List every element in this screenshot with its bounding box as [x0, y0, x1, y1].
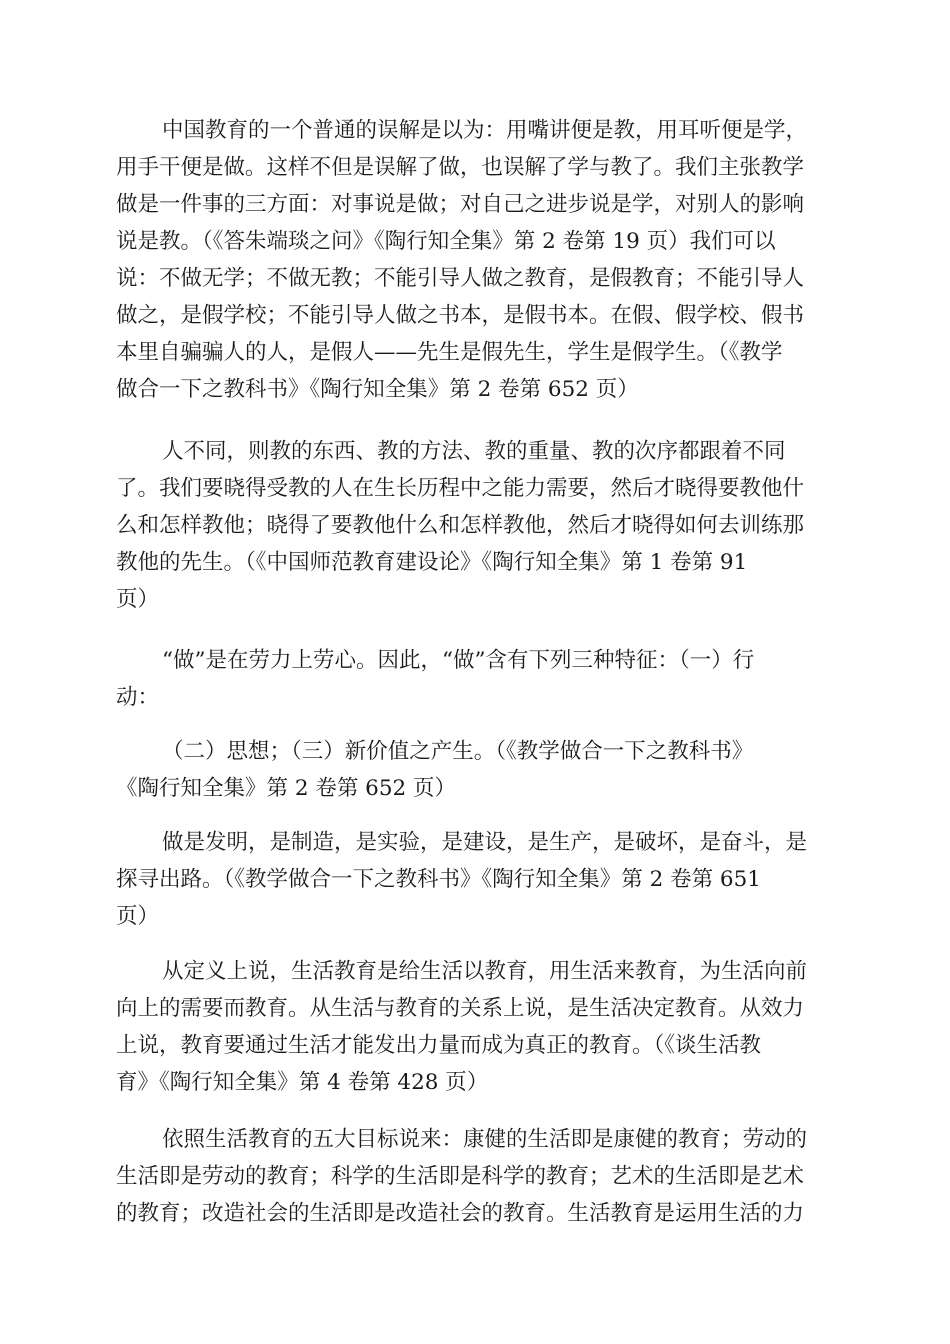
text-line: 页）: [116, 904, 160, 929]
text-line: 生活即是劳动的教育；科学的生活即是科学的教育；艺术的生活即是艺术: [116, 1164, 805, 1189]
text-line: 用手干便是做。这样不但是误解了做，也误解了学与教了。我们主张教学: [116, 155, 805, 180]
text-line: 向上的需要而教育。从生活与教育的关系上说，是生活决定教育。从效力: [116, 996, 805, 1021]
paragraph-life-education-definition: [116, 953, 836, 1101]
text-line: 人不同，则教的东西、教的方法、教的重量、教的次序都跟着不同: [162, 439, 786, 464]
paragraph-five-goals: [116, 1121, 836, 1232]
text-line: 中国教育的一个普通的误解是以为：用嘴讲便是教，用耳听便是学，: [162, 118, 808, 143]
text-line: 的教育；改造社会的生活即是改造社会的教育。生活教育是运用生活的力: [116, 1201, 805, 1226]
text-line: 做是一件事的三方面：对事说是做；对自己之进步说是学，对别人的影响: [116, 192, 805, 217]
text-line: 上说，教育要通过生活才能发出力量而成为真正的教育。（《谈生活教: [116, 1033, 762, 1058]
paragraph-teach-learn-do: [116, 112, 836, 408]
text-line: 《陶行知全集》第 2 卷第 652 页）: [116, 776, 457, 801]
text-line: 说：不做无学；不做无教；不能引导人做之教育，是假教育；不能引导人: [116, 266, 805, 291]
text-line: 依照生活教育的五大目标说来：康健的生活即是康健的教育；劳动的: [162, 1127, 808, 1152]
text-line: 了。我们要晓得受教的人在生长历程中之能力需要，然后才晓得要教他什: [116, 476, 805, 501]
paragraph-people-differ: [116, 433, 836, 618]
paragraph-do-features: [116, 642, 836, 716]
text-line: 动：: [116, 685, 160, 710]
text-line: 本里自骗骗人的人，是假人——先生是假先生，学生是假学生。（《教学: [116, 340, 783, 365]
paragraph-do-is-invention: [116, 824, 836, 935]
paragraph-do-features-cont: [116, 733, 836, 807]
text-line: 做之，是假学校；不能引导人做之书本，是假书本。在假、假学校、假书: [116, 303, 805, 328]
text-line: （二）思想；（三）新价值之产生。（《教学做合一下之教科书》: [162, 739, 754, 764]
text-line: “做”是在劳力上劳心。因此，“做”含有下列三种特征：（一）行: [162, 648, 755, 673]
text-line: 页）: [116, 587, 160, 612]
text-line: 从定义上说，生活教育是给生活以教育，用生活来教育，为生活向前: [162, 959, 808, 984]
text-line: 做是发明，是制造，是实验，是建设，是生产，是破坏，是奋斗，是: [162, 830, 808, 855]
text-line: 么和怎样教他；晓得了要教他什么和怎样教他，然后才晓得如何去训练那: [116, 513, 805, 538]
text-line: 探寻出路。（《教学做合一下之教科书》《陶行知全集》第 2 卷第 651: [116, 867, 761, 892]
text-line: 做合一下之教科书》《陶行知全集》第 2 卷第 652 页）: [116, 377, 639, 402]
text-line: 教他的先生。（《中国师范教育建设论》《陶行知全集》第 1 卷第 91: [116, 550, 748, 575]
text-line: 说是教。（《答朱端琰之问》《陶行知全集》第 2 卷第 19 页）我们可以: [116, 229, 776, 254]
text-line: 育》《陶行知全集》第 4 卷第 428 页）: [116, 1070, 489, 1095]
